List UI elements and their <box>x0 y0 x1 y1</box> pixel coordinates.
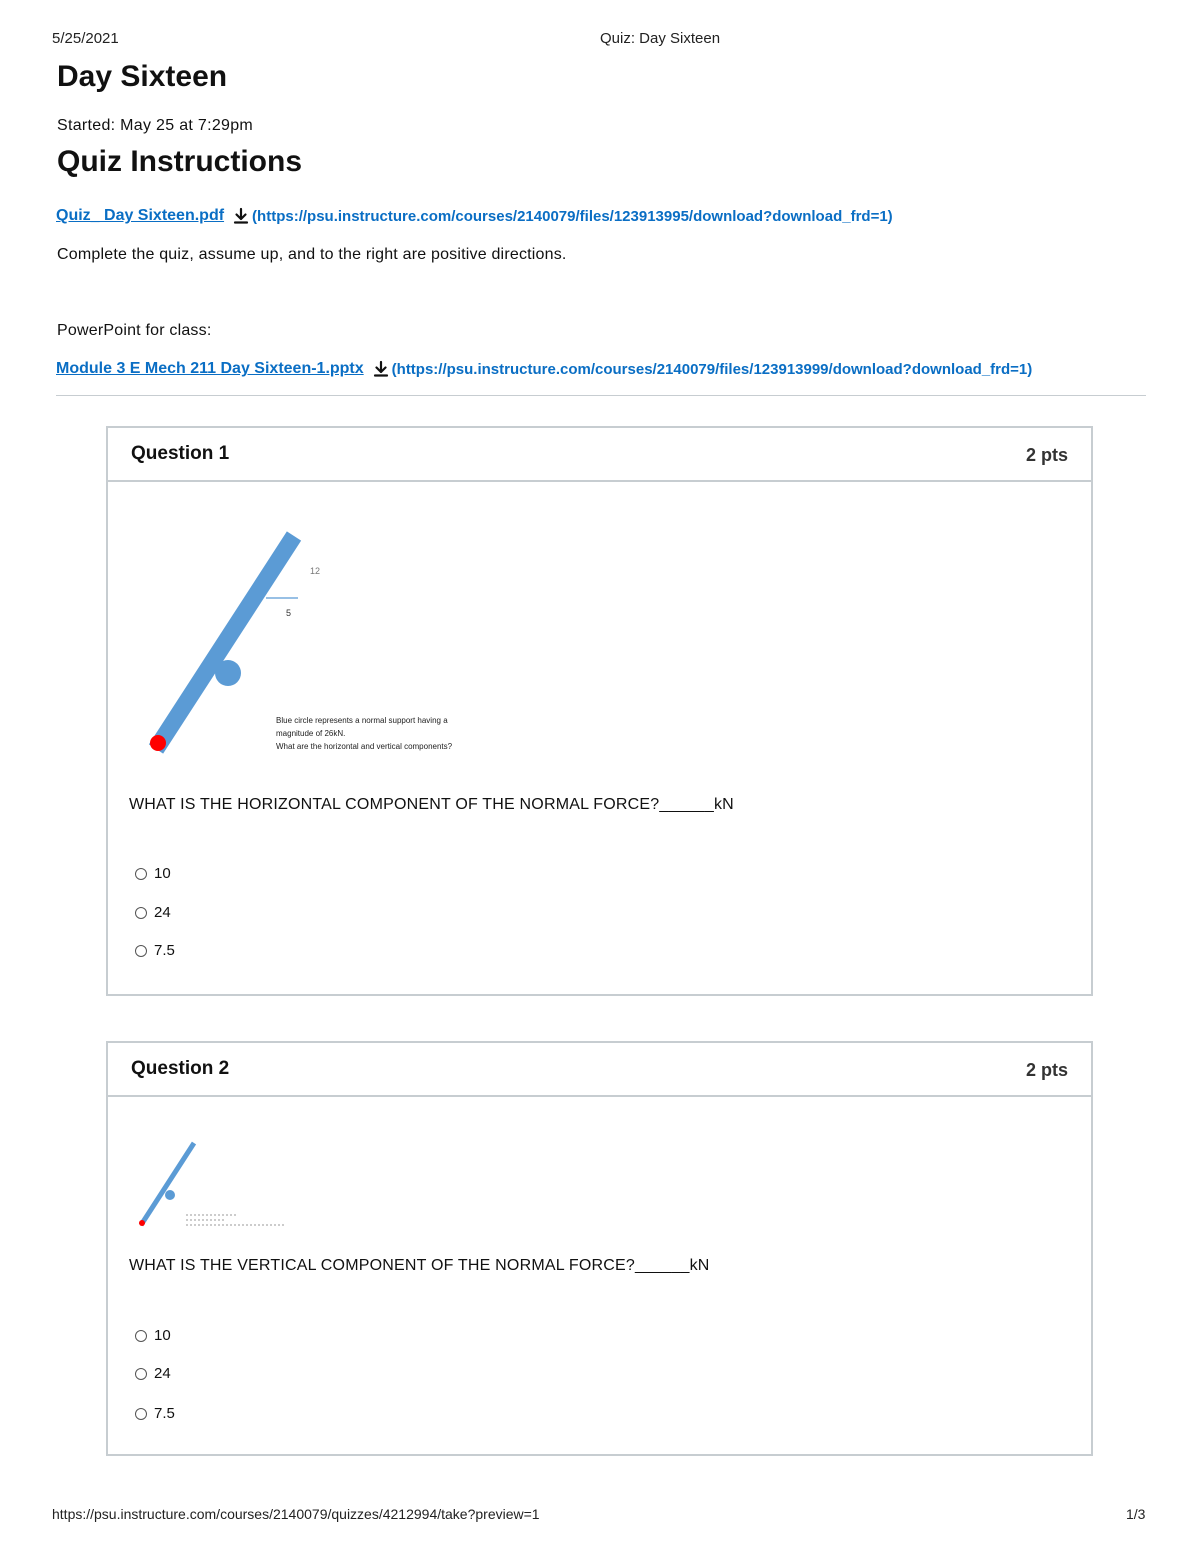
answer-label: 7.5 <box>154 942 175 959</box>
quiz-pdf-link-row <box>56 207 893 225</box>
divider <box>56 395 1146 396</box>
radio-button[interactable] <box>135 1408 147 1420</box>
answer-label: 10 <box>154 865 171 882</box>
question-card-1 <box>106 426 1093 996</box>
beam-diagram-thumbnail <box>136 1139 296 1234</box>
figure-caption-line: Blue circle represents a normal support having a <box>276 716 448 725</box>
question-text: WHAT IS THE VERTICAL COMPONENT OF THE NORMAL FORCE?______kN <box>129 1257 710 1274</box>
quiz-pdf-download-url[interactable]: (https://psu.instructure.com/courses/2140079/files/123913995/download?download_frd=1) <box>252 207 893 225</box>
download-icon[interactable] <box>372 360 390 378</box>
answer-label: 10 <box>154 1327 171 1344</box>
print-title: Quiz: Day Sixteen <box>600 30 721 47</box>
page-number: 1/3 <box>1126 1506 1146 1522</box>
figure-caption-line: What are the horizontal and vertical components? <box>276 742 453 751</box>
radio-button[interactable] <box>135 907 147 919</box>
question-points: 2 pts <box>1025 445 1068 465</box>
beam-diagram <box>136 528 536 763</box>
question-title: Question 1 <box>131 443 230 464</box>
page-title: Day Sixteen <box>57 60 228 93</box>
download-icon[interactable] <box>232 207 250 225</box>
question-title: Question 2 <box>131 1058 230 1079</box>
answer-label: 24 <box>154 904 171 921</box>
pptx-download-url[interactable]: (https://psu.instructure.com/courses/2140079/files/123913999/download?download_frd=1) <box>391 360 1033 378</box>
pin-support <box>139 1220 145 1226</box>
instructions-text: Complete the quiz, assume up, and to the right are positive directions. <box>57 246 567 263</box>
answer-option[interactable] <box>135 942 175 959</box>
radio-button[interactable] <box>135 868 147 880</box>
quiz-pdf-link[interactable]: Quiz_ Day Sixteen.pdf <box>56 207 225 224</box>
question-card-2 <box>106 1041 1093 1456</box>
slope-run-label: 5 <box>286 608 292 618</box>
question-text: WHAT IS THE HORIZONTAL COMPONENT OF THE NORMAL FORCE?______kN <box>129 796 734 813</box>
radio-button[interactable] <box>135 1330 147 1342</box>
inclined-beam <box>141 1143 194 1225</box>
question-header <box>108 428 1091 482</box>
pptx-link[interactable]: Module 3 E Mech 211 Day Sixteen-1.pptx <box>56 360 364 377</box>
started-timestamp: Started: May 25 at 7:29pm <box>57 117 254 134</box>
powerpoint-label: PowerPoint for class: <box>57 322 212 339</box>
slope-rise-label: 12 <box>310 566 321 576</box>
instructions-heading: Quiz Instructions <box>57 145 303 178</box>
answer-option[interactable] <box>135 1327 171 1344</box>
answer-label: 24 <box>154 1365 171 1382</box>
figure-caption-line: magnitude of 26kN. <box>276 729 346 738</box>
inclined-beam <box>156 536 294 749</box>
normal-support-circle <box>215 660 241 686</box>
print-date: 5/25/2021 <box>52 30 119 47</box>
footer-url: https://psu.instructure.com/courses/2140079/quizzes/4212994/take?preview=1 <box>52 1506 540 1522</box>
answer-option[interactable] <box>135 904 171 921</box>
pptx-link-row <box>56 360 1032 378</box>
pin-support <box>150 735 166 751</box>
radio-button[interactable] <box>135 1368 147 1380</box>
answer-label: 7.5 <box>154 1405 175 1422</box>
answer-option[interactable] <box>135 865 171 882</box>
answer-option[interactable] <box>135 1405 175 1422</box>
question-header <box>108 1043 1091 1097</box>
answer-option[interactable] <box>135 1365 171 1382</box>
radio-button[interactable] <box>135 945 147 957</box>
question-points: 2 pts <box>1025 1060 1068 1080</box>
normal-support-circle <box>165 1190 175 1200</box>
